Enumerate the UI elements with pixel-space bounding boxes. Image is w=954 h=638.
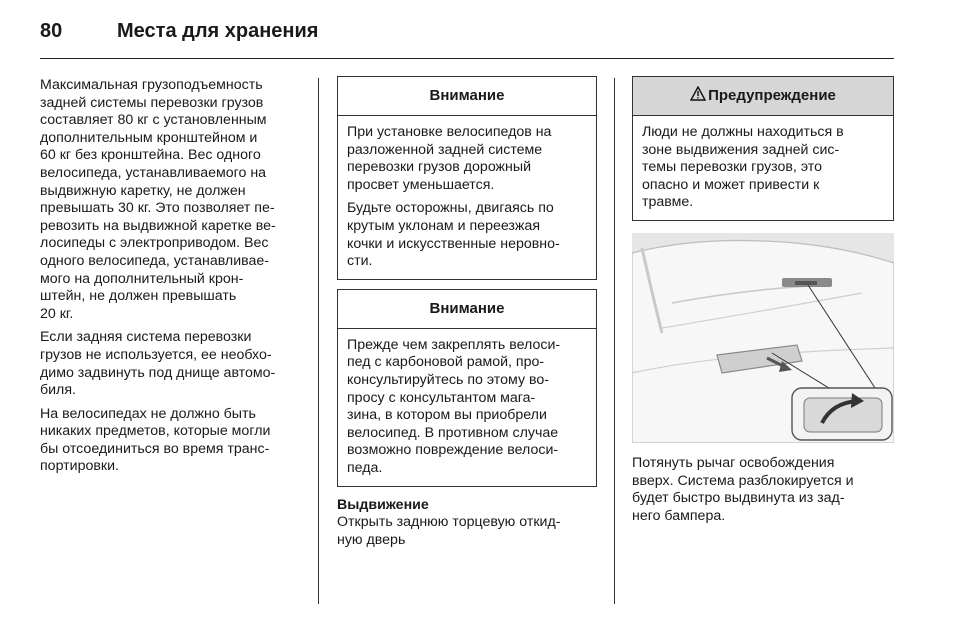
notice-box-ground-clearance bbox=[337, 76, 597, 280]
notice-heading: Внимание bbox=[338, 77, 596, 116]
column-divider-1 bbox=[318, 78, 319, 604]
bumper-carrier-illustration bbox=[632, 233, 894, 443]
notice-paragraph: При установке велосипедов на разложенной задней системе перевозки грузов дорожный просвет уменьшается. bbox=[347, 124, 552, 193]
column-left bbox=[40, 77, 310, 482]
notice-paragraph: Будьте осторожны, двигаясь по крутым уклонам и переезжая кочки и искусственные неровно- сти. bbox=[347, 200, 560, 270]
caption-release-lever: Потянуть рычаг освобождения вверх. Система разблокируется и будет быстро выдвинута из зад- него бампера. bbox=[632, 454, 854, 524]
column-divider-2 bbox=[614, 78, 615, 604]
page-number: 80 bbox=[40, 20, 63, 42]
paragraph-load-capacity: Максимальная грузоподъемность задней системы перевозки грузов составляет 80 кг с установленным дополнительным кронштейном и 60 кг без кронштейна. Вес одного велосипеда, устанавливаемого на выдвижную каретку, не должен превышать 30 кг. Это позволяет пе- ревозить на выдвижной каретке ве- лосипеды с электроприводом. Вес одного велосипеда, устанавливае- мого на дополнительный крон- штейн, не должен превышать 20 кг. bbox=[40, 77, 276, 322]
notice-box-carbon-frame bbox=[337, 289, 597, 487]
section-heading-extension: Выдвижение bbox=[337, 496, 429, 513]
paragraph-loose-items: На велосипедах не должно быть никаких предметов, которые могли бы отсоединиться во время транс- портировки. bbox=[40, 405, 271, 475]
warning-box bbox=[632, 76, 894, 221]
warning-heading: Предупреждение bbox=[708, 87, 836, 105]
header-divider bbox=[40, 58, 894, 59]
column-right bbox=[632, 76, 894, 531]
section-text-extension: Открыть заднюю торцевую откид- ную дверь bbox=[337, 514, 561, 548]
column-middle bbox=[337, 76, 597, 555]
page-title: Места для хранения bbox=[117, 20, 319, 42]
warning-text: Люди не должны находиться в зоне выдвижения задней сис- темы перевозки грузов, это опасно и может привести к травме. bbox=[642, 124, 844, 211]
paragraph-retract: Если задняя система перевозки грузов не используется, ее необхо- димо задвинуть под днище автомо- биля. bbox=[40, 329, 276, 399]
warning-heading-bar bbox=[633, 77, 893, 116]
warning-triangle-icon bbox=[690, 86, 706, 106]
notice-paragraph: Прежде чем закреплять велоси- пед с карбоновой рамой, про- консультируйтесь по этому во- просу с консультантом мага- зина, в котором вы приобрели велосипед. В противном случае возможно повреждение велоси- педа. bbox=[347, 336, 561, 476]
notice-heading: Внимание bbox=[338, 290, 596, 329]
